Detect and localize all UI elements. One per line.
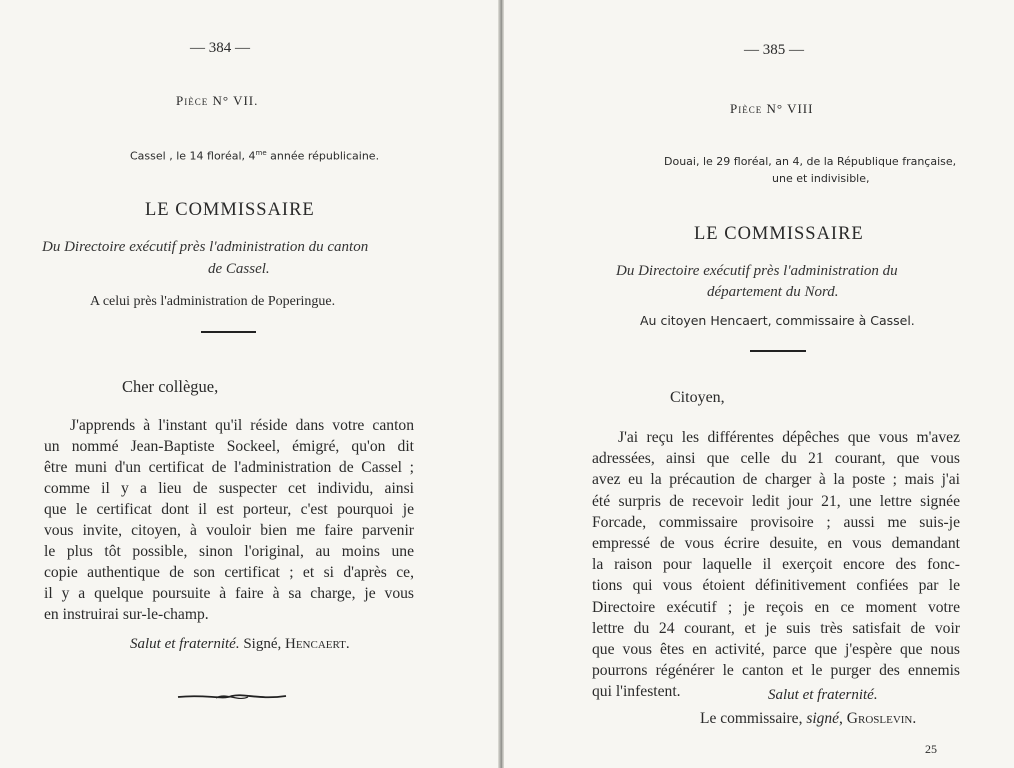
left-title: LE COMMISSAIRE bbox=[145, 200, 315, 220]
body-line: comme il y a lieu de suspecter cet individu, ainsi bbox=[44, 480, 414, 497]
body-line: en instruirai sur-le-champ. bbox=[44, 606, 209, 623]
signature-comma: , bbox=[839, 710, 847, 727]
body-line: que le certificat dont il est porteur, c'est pourquoi je bbox=[44, 501, 414, 518]
left-letter-body bbox=[44, 415, 414, 625]
body-line: Directoire exécutif ; je reçois en ce moment votre bbox=[592, 598, 960, 616]
body-line: copie authentique de son certificat ; et si d'après ce, bbox=[44, 564, 414, 581]
left-piece-heading: Pièce N° VII. bbox=[176, 93, 259, 108]
dateline-day: 14 bbox=[189, 149, 204, 163]
left-page bbox=[0, 0, 500, 768]
body-line: que vous êtes en activité, parce que j'espère que nous bbox=[592, 641, 960, 659]
body-line: empressé de vous écrire desuite, en vous demandant bbox=[592, 535, 960, 553]
dateline-num: 4 bbox=[248, 149, 256, 163]
body-line: tions qui vous étoient définitivement confiées par le bbox=[592, 577, 960, 595]
body-line: J'apprends à l'instant qu'il réside dans votre canton bbox=[70, 417, 414, 434]
signature-signed: signé bbox=[806, 710, 840, 727]
signature-name: Groslevin. bbox=[846, 710, 917, 727]
left-page-number: — 384 — bbox=[190, 40, 250, 56]
right-letter-body bbox=[592, 427, 960, 703]
right-salutation: Citoyen, bbox=[670, 389, 725, 406]
body-line: avez eu la précaution de charger à la poste ; mais j'ai bbox=[592, 471, 960, 489]
closing-italic: Salut et fraternité. bbox=[130, 636, 240, 652]
body-line: lettre du 24 courant, et je suis très satisfait de voir bbox=[592, 619, 960, 637]
left-recipient: A celui près l'administration de Poperingue. bbox=[90, 294, 336, 309]
right-piece-heading: Pièce N° VIII bbox=[730, 101, 814, 116]
right-divider bbox=[750, 350, 806, 352]
right-subtitle-1: Du Directoire exécutif près l'administration du bbox=[616, 263, 898, 279]
left-subtitle-2: de Cassel. bbox=[208, 261, 270, 277]
right-dateline-1: Douai, le 29 floréal, an 4, de la République française, bbox=[664, 155, 957, 168]
body-line: il y a quelque poursuite à faire à sa charge, je vous bbox=[44, 585, 414, 602]
closing-name: Hencaert. bbox=[285, 636, 350, 652]
signature-prefix: Le commissaire, bbox=[700, 710, 807, 727]
left-divider bbox=[201, 331, 256, 333]
body-line: être muni d'un certificat de l'administration de Cassel ; bbox=[44, 459, 414, 476]
body-line: Forcade, commissaire provisoire ; aussi me suis-je bbox=[592, 513, 960, 531]
left-subtitle-1: Du Directoire exécutif près l'administration du canton bbox=[42, 239, 369, 255]
right-signature bbox=[700, 710, 916, 728]
dateline-prefix: Cassel , le bbox=[130, 149, 190, 163]
right-dateline-2: une et indivisible, bbox=[772, 172, 870, 185]
right-page-number: — 385 — bbox=[744, 42, 804, 58]
closing-signed: Signé, bbox=[239, 636, 285, 652]
body-line: adressées, ainsi que celle du 21 courant, que vous bbox=[592, 450, 960, 468]
body-line: J'ai reçu les différentes dépêches que vous m'avez bbox=[618, 429, 960, 446]
left-dateline bbox=[130, 149, 379, 163]
body-line: la raison pour laquelle il exerçoit encore des fonc- bbox=[592, 556, 960, 574]
right-title: LE COMMISSAIRE bbox=[694, 224, 864, 244]
right-page bbox=[504, 0, 1014, 768]
left-salutation: Cher collègue, bbox=[122, 377, 219, 396]
dateline-month: floréal, bbox=[203, 149, 249, 163]
left-ornament bbox=[176, 690, 288, 704]
right-closing: Salut et fraternité. bbox=[768, 687, 878, 703]
body-line: pourrons régénérer le canton et le purger des ennemis bbox=[592, 662, 960, 680]
dateline-sup: me bbox=[255, 149, 267, 157]
body-line: le plus tôt possible, sinon l'original, au moins une bbox=[44, 543, 414, 560]
right-signature-mark: 25 bbox=[925, 742, 937, 756]
body-line: un nommé Jean-Baptiste Sockeel, émigré, qu'on dit bbox=[44, 438, 414, 455]
body-line: qui l'infestent. bbox=[592, 683, 681, 701]
dateline-suffix: année républicaine. bbox=[266, 149, 380, 163]
left-closing bbox=[130, 636, 350, 653]
right-recipient: Au citoyen Hencaert, commissaire à Cassel. bbox=[640, 313, 915, 328]
body-line: été surpris de recevoir ledit jour 21, une lettre signée bbox=[592, 492, 960, 510]
body-line: vous invite, citoyen, à vouloir bien me faire parvenir bbox=[44, 522, 414, 539]
right-subtitle-2: département du Nord. bbox=[707, 284, 839, 300]
